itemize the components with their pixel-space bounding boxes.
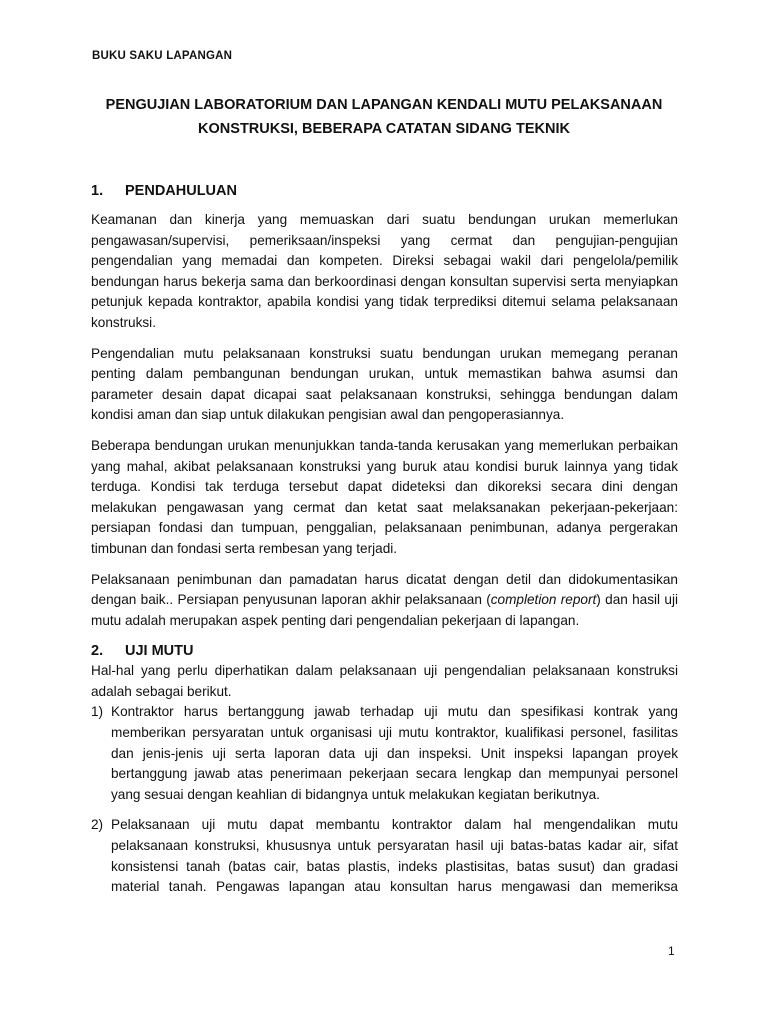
list-item-marker: 1) [91, 704, 104, 720]
running-header: BUKU SAKU LAPANGAN [92, 50, 233, 62]
section-1-paragraph-1: Keamanan dan kinerja yang memuaskan dari suatu bendungan urukan memerlukan pengawasan/supervisi, pemeriksaan/inspeksi yang cermat dan pengujian-pengujian pengendalian yang memadai dan kompeten. Direksi sebagai wakil dari pengelola/pemilik bendungan harus bekerja sama dan berkoordinasi dengan konsultan supervisi serta menyiapkan petunjuk kepada kontraktor, apabila kondisi yang tidak terprediksi ditemui selama pelaksanaan konstruksi. [91, 212, 678, 330]
section-1-paragraph-4-part-2: ) dan hasil uji mutu adalah merupakan aspek penting dari pengendalian pekerjaan di lapangan. [91, 592, 678, 628]
section-2-intro: Hal-hal yang perlu diperhatikan dalam pelaksanaan uji pengendalian pelaksanaan konstruksi adalah sebagai berikut. [91, 663, 678, 699]
section-1-paragraph-4 [91, 570, 678, 632]
section-1-title: PENDAHULUAN [125, 183, 237, 199]
section-1-paragraph-4-part-1: Pelaksanaan penimbunan dan pamadatan harus dicatat dengan detil dan didokumentasikan dengan baik.. Persiapan penyusunan laporan akhir pelaksanaan ( [91, 571, 678, 608]
list-item [91, 702, 678, 805]
section-1-heading [91, 179, 678, 203]
section-1-paragraph-3: Beberapa bendungan urukan menunjukkan tanda-tanda kerusakan yang memerlukan perbaikan yang mahal, akibat pelaksanaan konstruksi yang buruk atau kondisi buruk lainnya yang tidak terduga. Kondisi tak terduga tersebut dapat dideteksi dan dikoreksi secara dini dengan melakukan pengawasan yang cermat dan ketat saat melaksanakan pekerjaan-pekerjaan: persiapan fondasi dan tumpuan, penggalian, pelaksanaan penimbunan, adanya pergerakan timbunan dan fondasi serta rembesan yang terjadi. [91, 437, 678, 556]
document-body [91, 179, 678, 908]
section-1-paragraph-2: Pengendalian mutu pelaksanaan konstruksi suatu bendungan urukan memegang peranan penting dalam pembangunan bendungan urukan, untuk memastikan bahwa asumsi dan parameter desain dapat dicapai saat pelaksanaan konstruksi, sehingga bendungan dalam kondisi aman dan siap untuk dilakukan pengisian awal dan pengoperasiannya. [91, 345, 678, 423]
section-2-list [91, 702, 678, 897]
list-item-text: Pelaksanaan uji mutu dapat membantu kontraktor dalam hal mengendalikan mutu pelaksanaan konstruksi, khususnya untuk persyaratan hasil uji batas-batas kadar air, sifat konsistensi tanah (batas cair, batas plastis, indeks plastisitas, batas susut) dan gradasi material tanah. Pengawas lapangan atau konsultan harus mengawasi dan memeriksa [111, 817, 678, 895]
list-item-text: Kontraktor harus bertanggung jawab terhadap uji mutu dan spesifikasi kontrak yang memberikan persyaratan untuk organisasi uji mutu kontraktor, kualifikasi personel, fasilitas dan jenis-jenis uji serta laporan data uji dan inspeksi. Unit inspeksi lapangan proyek bertanggung jawab atas penerimaan pekerjaan secara lengkap dan mempunyai personel yang sesuai dengan keahlian di bidangnya untuk melakukan kegiatan berikutnya. [111, 704, 678, 802]
section-2-title: UJI MUTU [125, 643, 194, 660]
document-title-line-1: PENGUJIAN LABORATORIUM DAN LAPANGAN KENDALI MUTU PELAKSANAAN [105, 97, 663, 113]
list-item [91, 815, 678, 897]
page-number: 1 [668, 944, 675, 958]
completion-report-term: completion report [490, 592, 597, 608]
section-2-number: 2. [91, 643, 104, 660]
section-1-number: 1. [91, 183, 104, 199]
section-2-heading [91, 641, 678, 661]
document-title-line-2: KONSTRUKSI, BEBERAPA CATATAN SIDANG TEKNIK [198, 121, 570, 137]
list-item-marker: 2) [91, 817, 104, 833]
document-title [80, 93, 688, 141]
